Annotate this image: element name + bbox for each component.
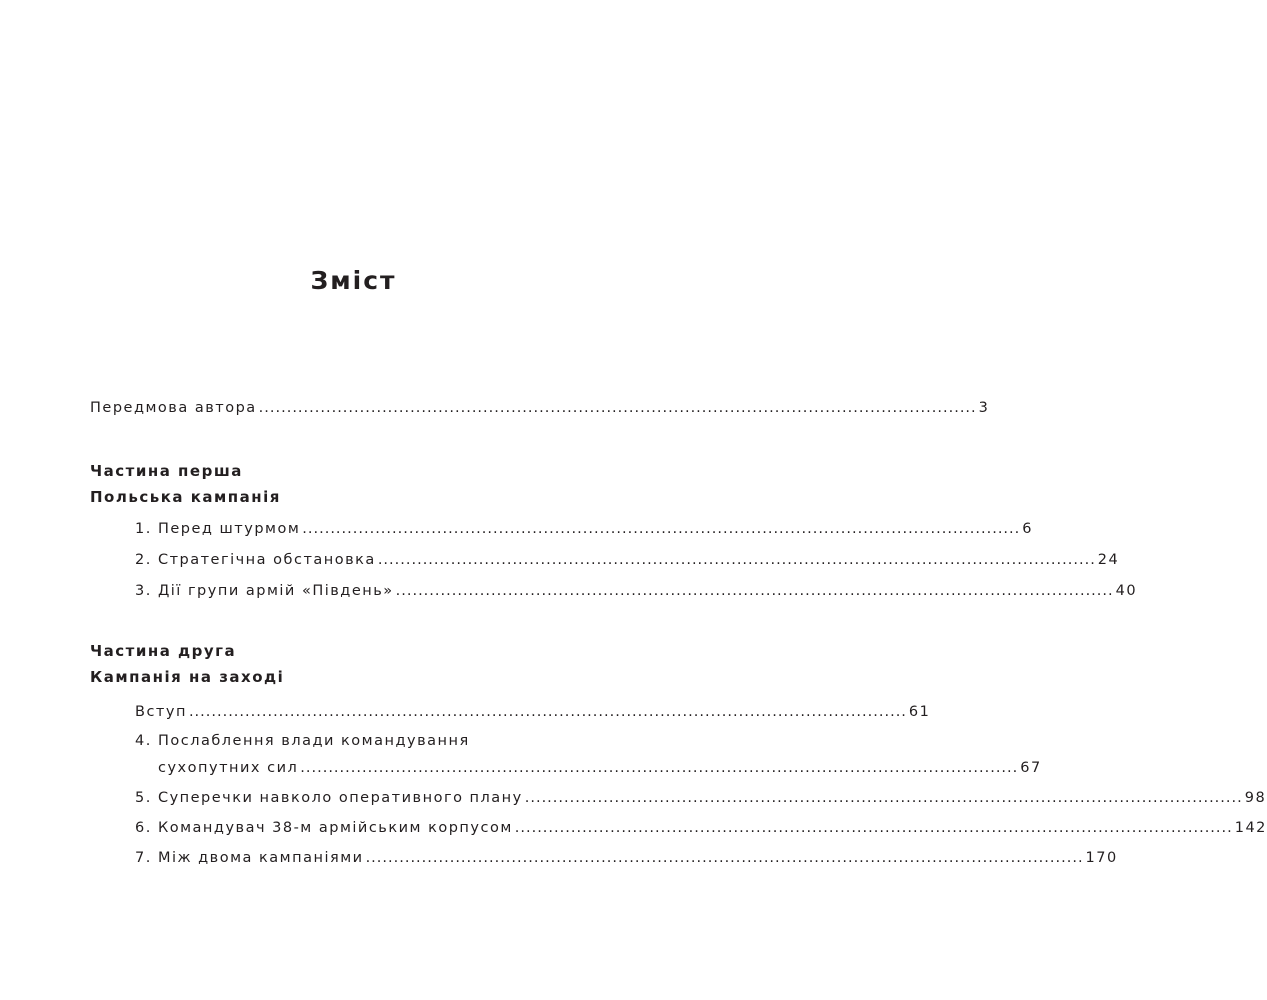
toc-page-number: 3	[978, 400, 990, 416]
dot-leader: ................................................................................................................................	[188, 704, 907, 720]
toc-page-number: 6	[1022, 521, 1033, 537]
toc-entry-label: Передмова автора	[90, 400, 257, 416]
toc-page-number: 40	[1115, 583, 1138, 599]
toc-entry-chapter-4	[158, 760, 1042, 776]
toc-entry-chapter-3	[135, 583, 1138, 599]
toc-entry-chapter-5	[135, 790, 1267, 806]
toc-entry-chapter-1	[135, 521, 1033, 537]
page-title: Зміст	[310, 266, 397, 295]
dot-leader: ................................................................................................................................	[524, 790, 1243, 806]
dot-leader: ................................................................................................................................	[395, 583, 1114, 599]
toc-entry-chapter-6	[135, 820, 1267, 836]
dot-leader: ................................................................................................................................	[300, 760, 1019, 776]
toc-entry-intro	[135, 704, 931, 720]
toc-entry-label: 5. Суперечки навколо оперативного плану	[135, 790, 523, 806]
dot-leader: ................................................................................................................................	[258, 400, 977, 416]
toc-entry-chapter-4-line1: 4. Послаблення влади командування	[135, 733, 470, 749]
part-one-subtitle: Польська кампанія	[90, 488, 281, 506]
toc-entry-chapter-7	[135, 850, 1118, 866]
toc-page-number: 67	[1020, 760, 1042, 776]
toc-entry-label: 6. Командувач 38-м армійським корпусом	[135, 820, 513, 836]
part-two-heading: Частина друга	[90, 642, 237, 660]
part-one-heading: Частина перша	[90, 462, 243, 480]
part-two-subtitle: Кампанія на заході	[90, 668, 285, 686]
dot-leader: ................................................................................................................................	[365, 850, 1084, 866]
dot-leader: ................................................................................................................................	[302, 521, 1021, 537]
toc-entry-preface	[90, 400, 990, 416]
toc-entry-label: 3. Дії групи армій «Південь»	[135, 583, 394, 599]
dot-leader: ................................................................................................................................	[377, 552, 1096, 568]
toc-page-number: 98	[1244, 790, 1267, 806]
toc-page-number: 142	[1234, 820, 1267, 836]
toc-entry-label: 2. Стратегічна обстановка	[135, 552, 376, 568]
toc-page-number: 170	[1085, 850, 1118, 866]
toc-entry-chapter-2	[135, 552, 1120, 568]
toc-page-number: 24	[1097, 552, 1120, 568]
toc-entry-label: сухопутних сил	[158, 760, 299, 776]
toc-entry-label: 7. Між двома кампаніями	[135, 850, 364, 866]
toc-entry-label: Вступ	[135, 704, 187, 720]
toc-entry-label: 1. Перед штурмом	[135, 521, 301, 537]
toc-page-number: 61	[908, 704, 931, 720]
dot-leader: ................................................................................................................................	[514, 820, 1233, 836]
